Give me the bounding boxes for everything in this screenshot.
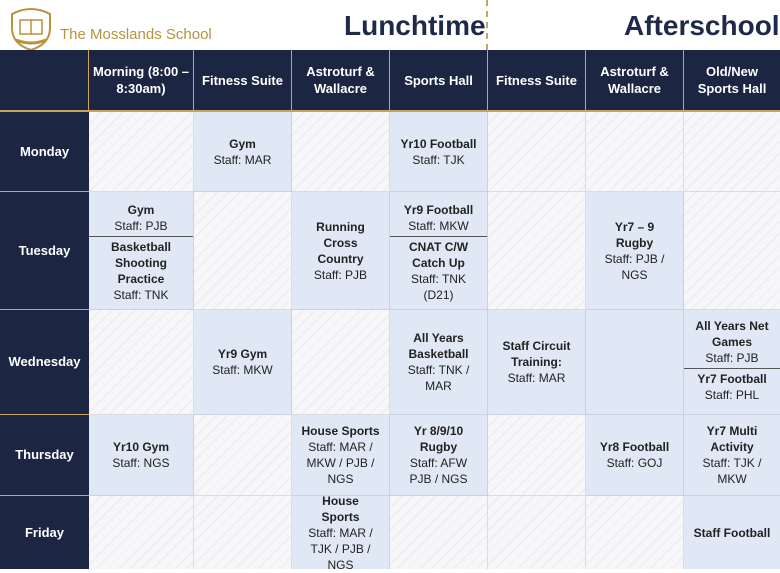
page-header bbox=[0, 0, 780, 50]
activity-cell bbox=[89, 415, 194, 496]
empty-cell bbox=[488, 112, 586, 192]
activity-title: All Years Basketball bbox=[408, 331, 469, 361]
empty-cell bbox=[89, 496, 194, 569]
col-header-after-astro: Astroturf & Wallacre bbox=[586, 50, 684, 112]
activity-title: House Sports bbox=[321, 493, 360, 524]
activity-cell bbox=[684, 310, 780, 415]
activity-title: Yr10 Football bbox=[400, 136, 477, 151]
activity-staff: Staff: MAR bbox=[507, 371, 566, 385]
activity-staff: Staff: PJB bbox=[114, 219, 168, 233]
activity-cell bbox=[586, 192, 684, 310]
day-tuesday: Tuesday bbox=[0, 192, 89, 310]
activity-title: Gym bbox=[229, 136, 256, 151]
corner-cell bbox=[0, 50, 89, 112]
activity-block bbox=[684, 369, 780, 403]
activity-staff: Staff: MKW bbox=[408, 219, 469, 233]
activity-title: All Years Net Games bbox=[695, 319, 769, 349]
col-header-after-hall: Old/New Sports Hall bbox=[684, 50, 780, 112]
activity-staff: Staff: MAR / MKW / PJB / NGS bbox=[306, 440, 375, 486]
empty-cell bbox=[684, 192, 780, 310]
activity-cell bbox=[684, 496, 780, 569]
activity-cell bbox=[390, 192, 488, 310]
activity-title: Staff Football bbox=[693, 525, 771, 540]
activity-staff: Staff: PJB / NGS bbox=[604, 251, 665, 282]
activity-title: Yr9 Football bbox=[403, 203, 474, 217]
empty-cell bbox=[488, 415, 586, 496]
activity-title: House Sports bbox=[301, 424, 380, 438]
activity-title: CNAT C/W Catch Up bbox=[408, 240, 469, 270]
activity-block bbox=[89, 237, 193, 303]
activity-title: Yr 8/9/10 Rugby bbox=[413, 424, 464, 454]
activity-title: Yr7 – 9 Rugby bbox=[614, 219, 655, 250]
afterschool-title: Afterschool bbox=[624, 10, 780, 41]
activity-block bbox=[390, 192, 487, 236]
activity-title: Staff Circuit Training: bbox=[502, 339, 571, 369]
empty-cell bbox=[292, 112, 390, 192]
activity-block bbox=[684, 310, 780, 368]
activity-block bbox=[89, 192, 193, 236]
activity-staff: Staff: PJB bbox=[705, 351, 759, 365]
empty-cell bbox=[488, 496, 586, 569]
timetable-grid bbox=[0, 50, 780, 572]
day-thursday: Thursday bbox=[0, 415, 89, 496]
activity-title: Gym bbox=[127, 203, 155, 217]
day-monday: Monday bbox=[0, 112, 89, 192]
activity-staff: Staff: TJK bbox=[412, 152, 465, 167]
activity-cell bbox=[390, 310, 488, 415]
activity-cell bbox=[194, 310, 292, 415]
empty-cell bbox=[684, 112, 780, 192]
empty-cell bbox=[194, 415, 292, 496]
activity-staff: Staff: NGS bbox=[112, 456, 170, 470]
activity-staff: Staff: TNK bbox=[113, 288, 169, 302]
activity-cell bbox=[684, 415, 780, 496]
activity-staff: Staff: PHL bbox=[704, 388, 760, 402]
col-header-lunch-fitness: Fitness Suite bbox=[194, 50, 292, 112]
activity-title: Yr9 Gym bbox=[217, 347, 268, 361]
empty-cell bbox=[194, 192, 292, 310]
activity-staff: Staff: MAR / TJK / PJB / NGS bbox=[308, 525, 373, 572]
col-header-lunch-astro bbox=[292, 50, 390, 112]
activity-staff: Staff: GOJ bbox=[606, 456, 663, 470]
activity-title: Basketball Shooting Practice bbox=[110, 240, 172, 286]
day-wednesday: Wednesday bbox=[0, 310, 89, 415]
lunchtime-title: Lunchtime bbox=[344, 10, 486, 41]
activity-block bbox=[390, 237, 487, 303]
activity-cell bbox=[292, 192, 390, 310]
activity-title: Running Cross Country bbox=[316, 219, 365, 266]
school-name: The Mosslands School bbox=[60, 26, 212, 43]
activity-staff: Staff: TNK / MAR bbox=[407, 363, 470, 393]
empty-cell bbox=[488, 192, 586, 310]
activity-cell bbox=[390, 112, 488, 192]
activity-cell bbox=[89, 192, 194, 310]
col-header-morning: Morning (8:00 – 8:30am) bbox=[89, 50, 194, 112]
col-header-lunch-astro-label: Astroturf & Wallacre bbox=[306, 64, 375, 96]
activity-cell bbox=[194, 112, 292, 192]
activity-title: Yr7 Multi Activity bbox=[706, 424, 758, 454]
activity-staff: Staff: PJB bbox=[313, 267, 368, 282]
activity-title: Yr7 Football bbox=[697, 372, 767, 386]
empty-cell bbox=[390, 496, 488, 569]
empty-cell bbox=[292, 310, 390, 415]
activity-title: Yr10 Gym bbox=[112, 440, 170, 454]
col-header-after-fitness: Fitness Suite bbox=[488, 50, 586, 112]
section-divider bbox=[486, 0, 488, 50]
activity-cell bbox=[390, 415, 488, 496]
school-crest-icon bbox=[6, 6, 56, 52]
activity-cell bbox=[488, 310, 586, 415]
empty-cell bbox=[194, 496, 292, 569]
day-friday: Friday bbox=[0, 496, 89, 569]
activity-staff: Staff: MAR bbox=[213, 152, 272, 167]
activity-cell bbox=[292, 415, 390, 496]
empty-cell bbox=[586, 310, 684, 415]
activity-title: Yr8 Football bbox=[599, 440, 670, 454]
activity-staff: Staff: MKW bbox=[212, 363, 273, 377]
empty-cell bbox=[89, 310, 194, 415]
empty-cell bbox=[89, 112, 194, 192]
col-header-lunch-hall: Sports Hall bbox=[390, 50, 488, 112]
activity-staff: Staff: TNK (D21) bbox=[411, 272, 466, 302]
empty-cell bbox=[586, 112, 684, 192]
empty-cell bbox=[586, 496, 684, 569]
activity-staff: Staff: AFW PJB / NGS bbox=[409, 456, 468, 486]
activity-cell bbox=[292, 493, 390, 572]
activity-cell bbox=[586, 415, 684, 496]
activity-staff: Staff: TJK / MKW bbox=[702, 456, 762, 486]
